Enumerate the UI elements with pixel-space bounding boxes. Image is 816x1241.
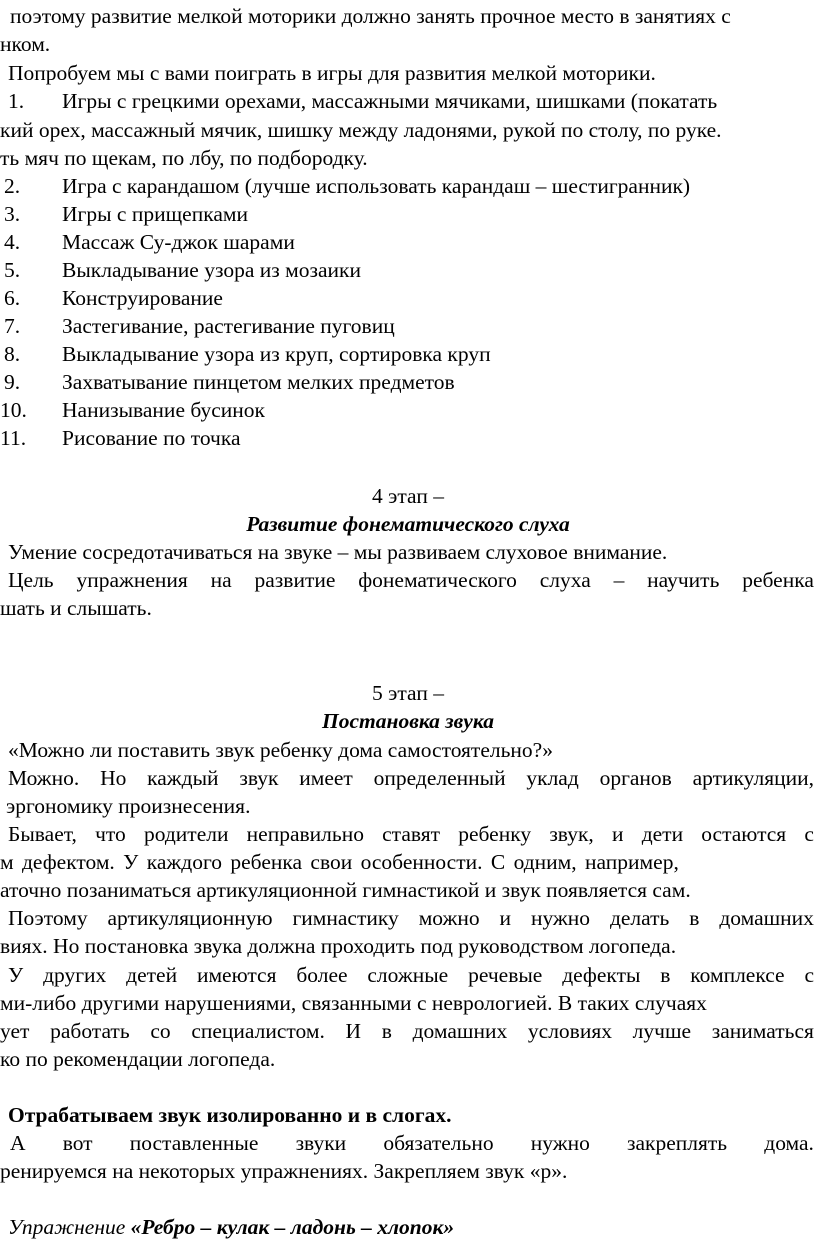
word: Но	[100, 766, 127, 790]
list-item: Застегивание, растегивание пуговиц	[62, 314, 395, 338]
list-number: 6.	[4, 286, 21, 310]
word: определенный	[373, 766, 506, 790]
paragraph-line	[0, 1017, 814, 1045]
exercise-label: Упражнение	[8, 1215, 131, 1239]
text-line: поэтому развитие мелкой моторики должно занять прочное место в занятиях с	[10, 4, 731, 28]
paragraph-line: эргономику произнесения.	[6, 794, 251, 818]
list-item: Игры с прищепками	[62, 202, 248, 226]
word: домашних	[412, 1019, 508, 1043]
list-item: Игры с грецкими орехами, массажными мячиками, шишками (покатать	[62, 89, 718, 113]
list-number: 10.	[0, 398, 27, 422]
word: уклад	[526, 766, 579, 790]
word: звук	[239, 766, 279, 790]
word: упражнения	[76, 568, 188, 592]
word: и	[499, 906, 512, 930]
word: обязательно	[383, 1131, 494, 1155]
list-number: 4.	[4, 230, 21, 254]
word: комплексе	[690, 963, 785, 987]
paragraph-line: ми-либо другими нарушениями, связанными с неврологией. В таких случаях	[0, 991, 707, 1015]
word: других	[43, 963, 107, 987]
word: И	[345, 1019, 362, 1043]
text-line: нком.	[0, 32, 51, 56]
list-item: Выкладывание узора из круп, сортировка круп	[62, 342, 491, 366]
text-line: Попробуем мы с вами поиграть в игры для развития мелкой моторики.	[8, 61, 656, 85]
word: родители	[143, 822, 229, 846]
word: Поэтому	[8, 906, 88, 930]
list-number: 9.	[4, 370, 21, 394]
word: речевые	[468, 963, 543, 987]
list-item-cont: кий орех, массажный мячик, шишку между ладонями, рукой по столу, по руке.	[0, 118, 722, 142]
list-item: Выкладывание узора из мозаики	[62, 258, 361, 282]
word: неправильно	[246, 822, 364, 846]
paragraph-line: шать и слышать.	[0, 596, 152, 620]
word: научить	[647, 568, 720, 592]
section-heading: Отрабатываем звук изолированно и в слогах.	[8, 1103, 452, 1127]
word: закреплять	[627, 1131, 728, 1155]
paragraph-line	[8, 961, 814, 989]
word: артикуляционную	[107, 906, 273, 930]
word: имеет	[299, 766, 353, 790]
word: и	[611, 822, 624, 846]
word: развитие	[254, 568, 336, 592]
list-number: 11.	[0, 426, 27, 450]
word: Бывает,	[8, 822, 77, 846]
word: фонематического	[358, 568, 517, 592]
word: лучше	[632, 1019, 692, 1043]
word: гимнастику	[292, 906, 399, 930]
list-item: Игра с карандашом (лучше использовать карандаш – шестигранник)	[62, 174, 691, 198]
paragraph-line: ко по рекомендации логопеда.	[0, 1047, 276, 1071]
word: слуха	[539, 568, 591, 592]
paragraph-line: Умение сосредотачиваться на звуке – мы развиваем слуховое внимание.	[8, 540, 668, 564]
word: У	[8, 963, 24, 987]
word: нужно	[530, 906, 591, 930]
paragraph-line	[10, 1129, 814, 1157]
word: дети	[641, 822, 684, 846]
word: звуки	[295, 1131, 347, 1155]
word: ует	[0, 1019, 30, 1043]
word: на	[210, 568, 232, 592]
word: в	[381, 1019, 392, 1043]
word: с	[804, 963, 814, 987]
paragraph-line: «Можно ли поставить звук ребенку дома самостоятельно?»	[8, 738, 553, 762]
word: артикуляции,	[692, 766, 814, 790]
section-title: Постановка звука	[322, 709, 494, 733]
word: в	[660, 963, 671, 987]
word: специалистом.	[191, 1019, 325, 1043]
word: со	[150, 1019, 171, 1043]
word: в	[689, 906, 700, 930]
list-number: 8.	[4, 342, 21, 366]
word: ребенка	[742, 568, 814, 592]
word: органов	[599, 766, 672, 790]
list-item-cont: ть мяч по щекам, по лбу, по подбородку.	[0, 146, 368, 170]
word: с	[804, 822, 814, 846]
word: что	[95, 822, 126, 846]
list-item: Конструирование	[62, 286, 223, 310]
list-number: 5.	[4, 258, 21, 282]
stage-label: 4 этап –	[372, 484, 444, 508]
paragraph-line: м дефектом. У каждого ребенка свои особенности. С одним, например,	[0, 850, 679, 874]
word: звук,	[549, 822, 594, 846]
word: условиях	[527, 1019, 612, 1043]
word: Можно.	[8, 766, 80, 790]
word: нужно	[530, 1131, 590, 1155]
word: ребенку	[458, 822, 532, 846]
word: каждый	[147, 766, 219, 790]
word: более	[296, 963, 348, 987]
exercise-title	[8, 1213, 454, 1241]
exercise-name: «Ребро – кулак – ладонь – хлопок»	[130, 1215, 455, 1239]
word: делать	[609, 906, 670, 930]
list-number: 1.	[8, 89, 25, 113]
paragraph-line	[8, 820, 814, 848]
word: заниматься	[711, 1019, 814, 1043]
word: поставленные	[129, 1131, 259, 1155]
list-number: 7.	[4, 314, 21, 338]
list-item: Нанизывание бусинок	[62, 398, 265, 422]
paragraph-line	[8, 904, 814, 932]
paragraph-line	[8, 566, 814, 594]
word: Цель	[8, 568, 54, 592]
list-item: Захватывание пинцетом мелких предметов	[62, 370, 455, 394]
word: домашних	[719, 906, 814, 930]
word: –	[613, 568, 625, 592]
word: остаются	[701, 822, 787, 846]
paragraph-line: аточно позаниматься артикуляционной гимнастикой и звук появляется сам.	[0, 878, 691, 902]
word: дефекты	[562, 963, 641, 987]
word: имеются	[196, 963, 277, 987]
word: сложные	[367, 963, 449, 987]
list-item: Рисование по точка	[62, 426, 241, 450]
list-item: Массаж Су-джок шарами	[62, 230, 295, 254]
list-number: 3.	[4, 202, 21, 226]
paragraph-line: виях. Но постановка звука должна проходить под руководством логопеда.	[0, 934, 677, 958]
word: можно	[418, 906, 480, 930]
paragraph-line	[8, 764, 814, 792]
section-title: Развитие фонематического слуха	[246, 512, 570, 536]
word: А	[10, 1131, 26, 1155]
paragraph-line: ренируемся на некоторых упражнениях. Закрепляем звук «р».	[0, 1159, 568, 1183]
word: работать	[50, 1019, 130, 1043]
stage-label: 5 этап –	[372, 681, 444, 705]
word: детей	[126, 963, 178, 987]
list-number: 2.	[4, 174, 21, 198]
word: ставят	[382, 822, 441, 846]
word: дома.	[764, 1131, 814, 1155]
word: вот	[62, 1131, 93, 1155]
